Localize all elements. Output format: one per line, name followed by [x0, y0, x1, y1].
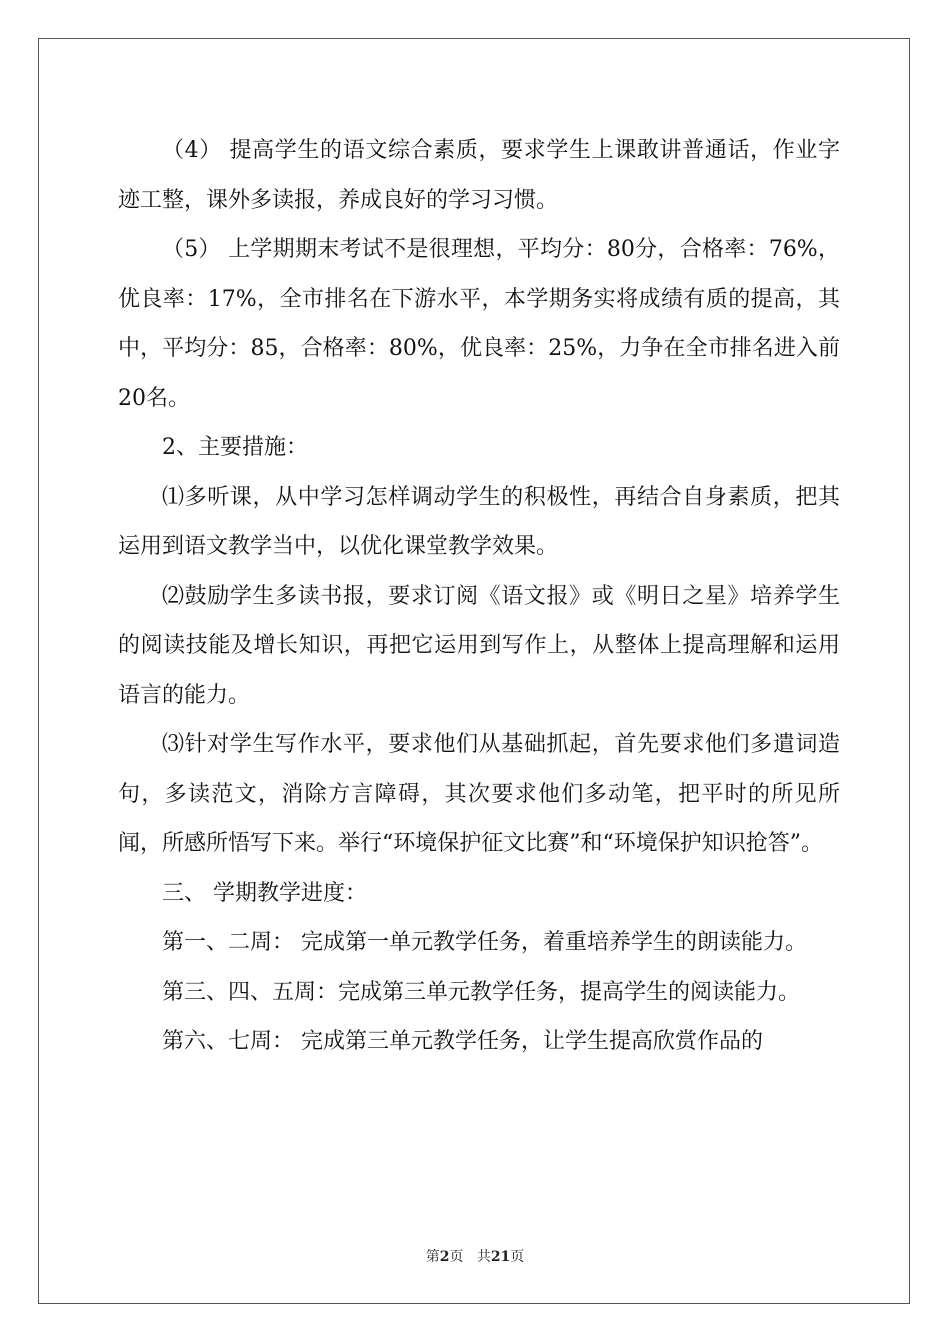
paragraph: ⑵鼓励学生多读书报，要求订阅《语文报》或《明日之星》培养学生的阅读技能及增长知识，再把它运用到写作上，从整体上提高理解和运用语言的能力。: [118, 583, 840, 708]
footer-page-suffix: 页: [449, 1249, 464, 1265]
footer-total-prefix: 共: [476, 1249, 491, 1265]
paragraph: （5） 上学期期末考试不是很理想，平均分：80分，合格率：76%，优良率：17%，全市排名在下游水平，本学期务实将成绩有质的提高，其中，平均分：85，合格率：80%，优良率：25%，力争在全市排名进入前20名。: [118, 237, 840, 411]
footer-page-prefix: 第: [425, 1249, 440, 1265]
paragraph: 2、主要措施：: [162, 435, 308, 460]
footer-total-suffix: 页: [510, 1249, 525, 1265]
footer-page-number: 2: [439, 1249, 450, 1265]
footer-total-pages: 21: [490, 1249, 511, 1265]
document-body: [118, 126, 840, 1067]
paragraph: ⑴多听课，从中学习怎样调动学生的积极性，再结合自身素质，把其运用到语文教学当中，以优化课堂教学效果。: [118, 484, 840, 559]
paragraph: ⑶针对学生写作水平，要求他们从基础抓起，首先要求他们多遣词造句，多读范文，消除方言障碍，其次要求他们多动笔，把平时的所见所闻，所感所悟写下来。举行“环境保护征文比赛”和“环境保护知识抢答”。: [118, 732, 840, 856]
paragraph: 第三、四、五周：完成第三单元教学任务，提高学生的阅读能力。: [162, 979, 801, 1005]
paragraph: 第六、七周： 完成第三单元教学任务，让学生提高欣赏作品的: [162, 1029, 763, 1054]
page-footer: [0, 1246, 950, 1266]
paragraph: （4） 提高学生的语文综合素质，要求学生上课敢讲普通话，作业字迹工整，课外多读报，养成良好的学习习惯。: [118, 138, 840, 213]
paragraph: 三、 学期教学进度：: [162, 880, 367, 906]
paragraph: 第一、二周： 完成第一单元教学任务，着重培养学生的朗读能力。: [162, 930, 807, 955]
